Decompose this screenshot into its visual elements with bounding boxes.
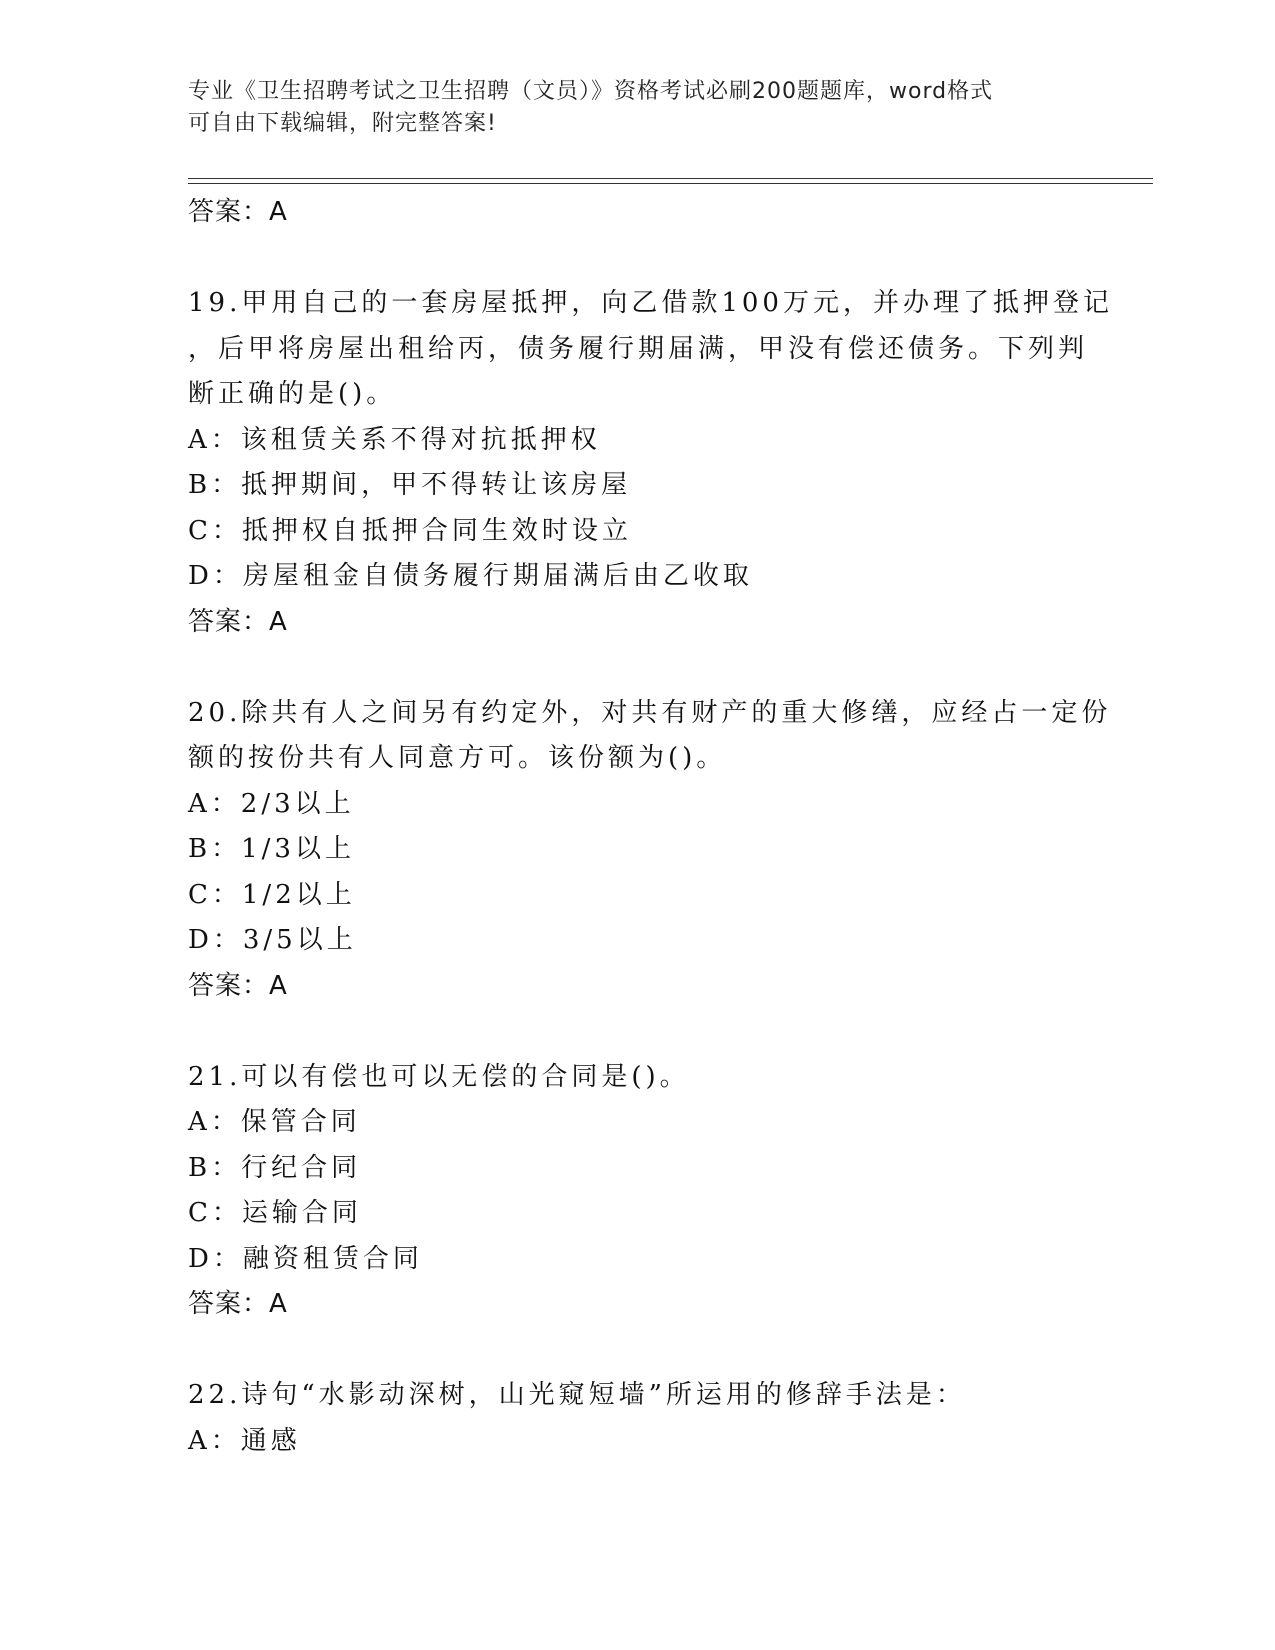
question-stem: ，后甲将房屋出租给丙，债务履行期届满，甲没有偿还债务。下列判 (188, 333, 1089, 364)
answer: 答案：A (188, 970, 288, 1001)
document-header (188, 76, 1088, 140)
spacer (188, 236, 1088, 282)
previous-answer: 答案：A (188, 197, 288, 227)
spacer (188, 1009, 1088, 1055)
question-stem: 21.可以有偿也可以无偿的合同是()。 (188, 1061, 690, 1092)
option-a: A：该租赁关系不得对抗抵押权 (188, 424, 601, 455)
question-list (188, 190, 1113, 1464)
option-b: B：抵押期间，甲不得转让该房屋 (188, 470, 632, 500)
header-divider-bottom (188, 183, 1153, 184)
question-stem: 断正确的是()。 (188, 379, 397, 409)
header-line-1: 专业《卫生招聘考试之卫生招聘（文员）》资格考试必刷200题题库，word格式 (188, 79, 994, 104)
answer: 答案：A (188, 606, 288, 637)
question-22 (188, 1373, 1088, 1464)
option-c: C：1/2以上 (188, 879, 356, 910)
option-b: B：1/3以上 (188, 834, 355, 864)
question-stem: 22.诗句“水影动深树，山光窥短墙”所运用的修辞手法是： (188, 1380, 966, 1410)
option-d: D：房屋租金自债务履行期届满后由乙收取 (188, 561, 753, 591)
option-d: D：融资租赁合同 (188, 1243, 423, 1274)
answer: 答案：A (188, 1289, 288, 1319)
question-stem: 19.甲用自己的一套房屋抵押，向乙借款100万元，并办理了抵押登记 (188, 288, 1113, 318)
header-line-2: 可自由下载编辑，附完整答案! (188, 111, 497, 136)
option-a: A：保管合同 (188, 1107, 361, 1137)
option-c: C：运输合同 (188, 1198, 362, 1228)
header-divider-top (188, 178, 1153, 179)
spacer (188, 645, 1088, 691)
option-b: B：行纪合同 (188, 1152, 362, 1183)
option-a: A：通感 (188, 1425, 301, 1456)
question-stem: 20.除共有人之间另有约定外，对共有财产的重大修缮，应经占一定份 (188, 697, 1112, 728)
question-20 (188, 691, 1112, 1010)
question-stem: 额的按份共有人同意方可。该份额为()。 (188, 743, 727, 773)
spacer (188, 1328, 1088, 1374)
question-19 (188, 281, 1113, 645)
option-d: D：3/5以上 (188, 925, 357, 955)
option-c: C：抵押权自抵押合同生效时设立 (188, 515, 632, 546)
option-a: A：2/3以上 (188, 788, 355, 819)
question-21 (188, 1055, 1088, 1328)
